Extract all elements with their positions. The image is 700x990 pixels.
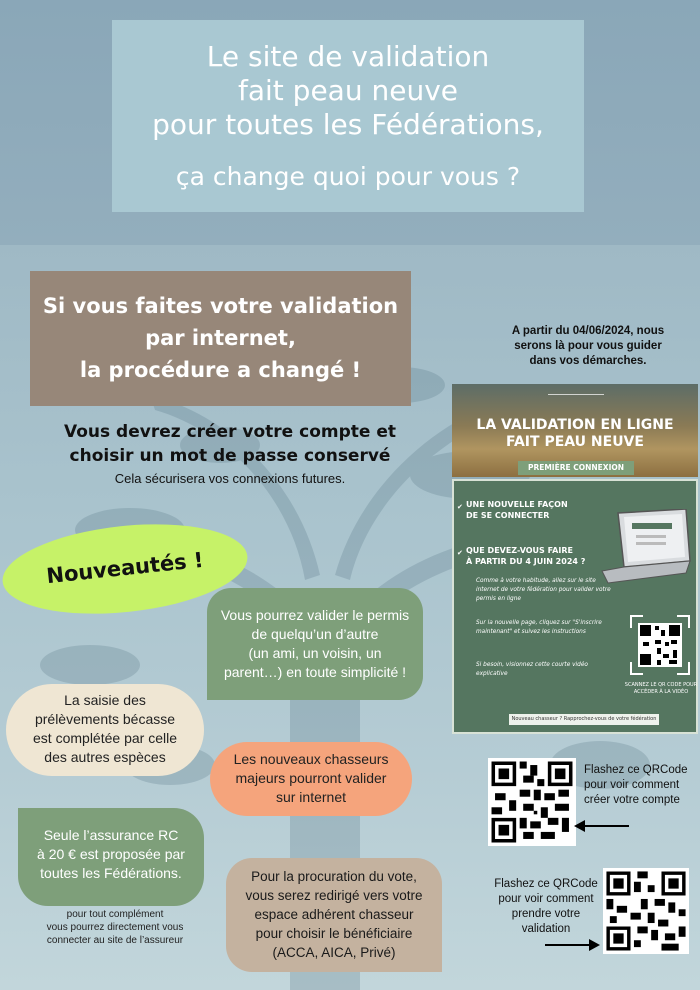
bubble-assurance-line-2: à 20 € est proposée par <box>37 846 185 862</box>
bubble-procuration <box>226 858 442 972</box>
arrow-right-icon <box>544 938 600 952</box>
bubble-permis-line-2: de quelqu’un d’autre <box>251 626 379 642</box>
poster-title-line-1: LA VALIDATION EN LIGNE <box>476 417 674 433</box>
poster-point-2-line-1: QUE DEVEZ-VOUS FAIRE <box>466 546 573 555</box>
poster-point-2 <box>466 545 585 567</box>
poster-bullet-3: Si besoin, visionnez cette courte vidéo explicative <box>476 662 588 677</box>
bubble-majeurs <box>210 742 412 816</box>
poster-bullet-2: Sur la nouvelle page, cliquez sur "S'inscrire maintenant" et suivez les instructions <box>476 620 602 635</box>
account-title-line-2: choisir un mot de passe conservé <box>69 446 391 466</box>
poster-point-1 <box>466 499 568 521</box>
check-icon: ✔ <box>457 503 463 511</box>
complement-note <box>20 908 210 947</box>
account-subtitle: Cela sécurisera vos connexions futures. <box>114 471 346 486</box>
qr2-line-4: validation <box>521 923 571 935</box>
create-account-qr-code[interactable] <box>488 758 576 846</box>
bubble-procuration-line-2: vous serez redirigé vers votre <box>245 888 423 903</box>
bubble-procuration-line-4: pour choisir le bénéficiaire <box>255 926 413 941</box>
poster-bullet-1: Comme à votre habitude, allez sur le site internet de votre fédération pour valider votre permis en ligne <box>476 578 611 602</box>
bubble-assurance-line-3: toutes les Fédérations. <box>40 865 182 881</box>
nouveautes-label: Nouveautés ! <box>45 547 205 589</box>
poster-scan-text: SCANNEZ LE QR CODE POUR ACCÉDER À LA VIDÉO <box>624 682 698 695</box>
header-line-2: fait peau neuve <box>238 74 458 107</box>
complement-line-3: connecter au site de l’assureur <box>46 935 184 946</box>
qr1-line-1: Flashez ce QRCode <box>584 764 688 776</box>
bubble-permis-line-3: (un ami, un voisin, un <box>248 645 382 661</box>
guide-line-3: dans vos démarches. <box>529 355 647 367</box>
poster-footer: Nouveau chasseur ? Rapprochez-vous de votre fédération <box>509 714 659 725</box>
intro-line-3: la procédure a changé ! <box>79 358 362 382</box>
bubble-permis-line-1: Vous pourrez valider le permis <box>220 607 410 623</box>
qr2-caption <box>488 877 604 937</box>
header-line-4: ça change quoi pour vous ? <box>175 162 521 191</box>
intro-box <box>30 271 411 406</box>
check-icon: ✔ <box>457 549 463 557</box>
video-qr-code <box>629 614 691 676</box>
poster-tag: PREMIÈRE CONNEXION <box>518 461 634 475</box>
guide-line-1: A partir du 04/06/2024, nous <box>511 325 665 337</box>
poster-body <box>452 479 698 734</box>
poster-point-1-line-2: DE SE CONNECTER <box>466 511 550 520</box>
laptop-icon <box>600 509 692 587</box>
qr2-line-2: pour voir comment <box>498 893 594 905</box>
poster-photo <box>452 384 698 477</box>
bubble-majeurs-line-1: Les nouveaux chasseurs <box>233 751 389 767</box>
bubble-procuration-line-5: (ACCA, AICA, Privé) <box>272 945 396 960</box>
bubble-majeurs-line-3: sur internet <box>275 789 347 805</box>
qr2-line-1: Flashez ce QRCode <box>494 878 598 890</box>
bubble-permis-line-4: parent…) en toute simplicité ! <box>223 664 407 680</box>
guide-notice <box>488 324 688 369</box>
header-banner <box>112 20 584 212</box>
poster-logo <box>548 394 604 405</box>
bubble-assurance-line-1: Seule l’assurance RC <box>43 827 179 843</box>
qr2-line-3: prendre votre <box>511 908 581 920</box>
account-title-line-1: Vous devrez créer votre compte et <box>64 422 396 442</box>
poster-title-line-2: FAIT PEAU NEUVE <box>506 434 644 450</box>
bubble-becasse-line-3: est complétée par celle <box>33 730 177 746</box>
complement-line-1: pour tout complément <box>66 909 164 920</box>
validation-qr-code[interactable] <box>603 868 689 954</box>
bubble-procuration-line-3: espace adhérent chasseur <box>254 907 414 922</box>
account-title <box>30 420 430 468</box>
header-line-1: Le site de validation <box>206 40 490 73</box>
bubble-procuration-line-1: Pour la procuration du vote, <box>251 869 417 884</box>
qr1-caption <box>584 763 694 808</box>
poster-title <box>452 417 698 451</box>
bubble-permis <box>207 588 423 700</box>
poster-point-1-line-1: UNE NOUVELLE FAÇON <box>466 500 568 509</box>
validation-poster <box>452 384 698 734</box>
poster-point-2-line-2: À PARTIR DU 4 JUIN 2024 ? <box>466 557 586 566</box>
qr1-line-2: pour voir comment <box>584 779 680 791</box>
intro-line-2: par internet, <box>145 326 296 350</box>
bubble-becasse <box>6 684 204 776</box>
arrow-left-icon <box>574 819 630 833</box>
complement-line-2: vous pourrez directement vous <box>46 922 184 933</box>
header-line-3: pour toutes les Fédérations, <box>152 108 544 141</box>
bubble-becasse-line-2: prélèvements bécasse <box>34 711 176 727</box>
bubble-becasse-line-4: des autres espèces <box>44 749 166 765</box>
bubble-majeurs-line-2: majeurs pourront valider <box>235 770 387 786</box>
bubble-becasse-line-1: La saisie des <box>64 692 146 708</box>
intro-line-1: Si vous faites votre validation <box>42 294 399 318</box>
bubble-assurance <box>18 808 204 906</box>
qr1-line-3: créer votre compte <box>584 794 680 806</box>
guide-line-2: serons là pour vous guider <box>514 340 662 352</box>
